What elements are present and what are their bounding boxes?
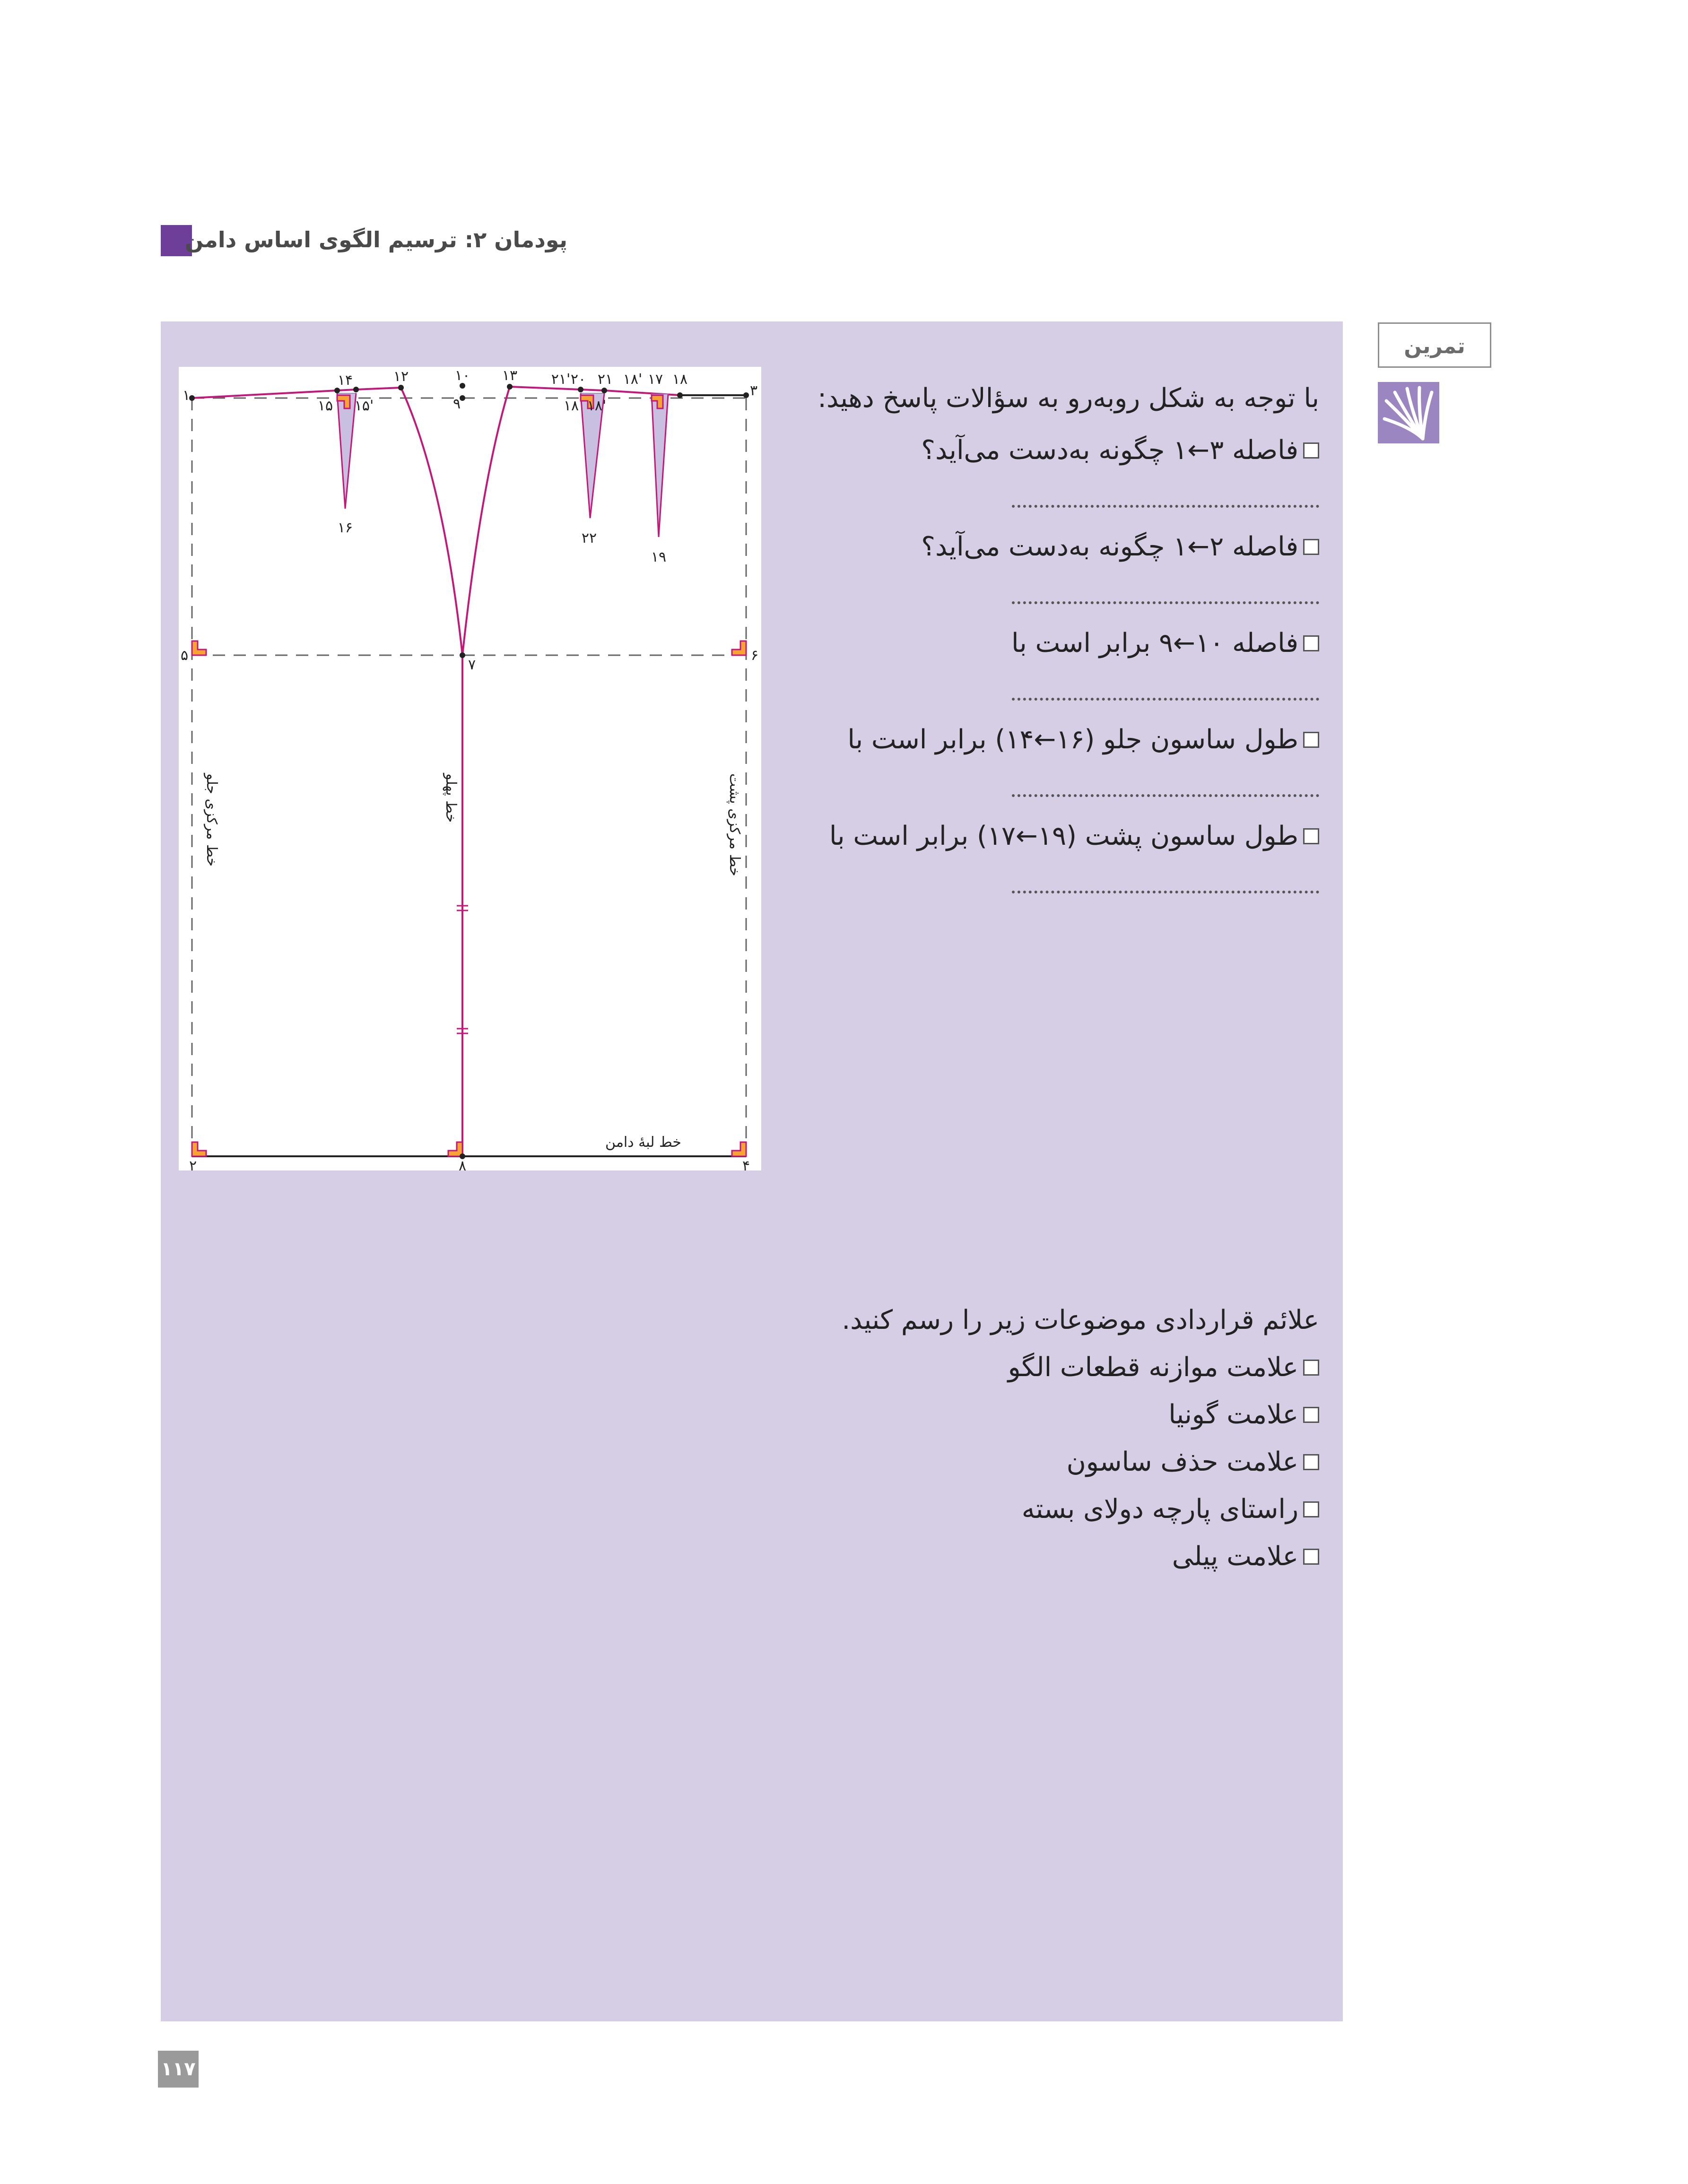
back-hip-curve xyxy=(462,387,510,655)
answer-line[interactable] xyxy=(1012,505,1319,508)
mark-item xyxy=(1168,1399,1319,1430)
front-waist-curve xyxy=(192,388,401,398)
checkbox[interactable] xyxy=(1303,732,1319,748)
skirt-pattern-diagram xyxy=(179,367,761,1170)
answer-line[interactable] xyxy=(1012,891,1319,893)
hem-line-label: خط لبهٔ دامن xyxy=(605,1134,681,1151)
point-label-21: ۲۱ xyxy=(597,371,613,388)
checkbox[interactable] xyxy=(1303,1360,1319,1376)
checkbox[interactable] xyxy=(1303,635,1319,651)
question-item xyxy=(1011,628,1319,659)
point-label-4: ۴ xyxy=(742,1158,750,1170)
point-label-15: ۱۵ xyxy=(317,398,333,414)
point-label-15b: ۱۵' xyxy=(354,398,374,414)
point-label-7: ۷ xyxy=(468,657,476,673)
square-mark-2 xyxy=(192,1142,206,1156)
mark-item xyxy=(1172,1541,1319,1572)
point-label-3: ۳ xyxy=(749,382,758,399)
mark-text: راستای پارچه دولای بسته xyxy=(1021,1494,1298,1525)
question-item xyxy=(847,724,1319,755)
page-title: پودمان ۲: ترسیم الگوی اساس دامن xyxy=(184,227,567,252)
mark-item xyxy=(1008,1352,1319,1383)
question-text: فاصله ۳←۱ چگونه به‌دست می‌آید؟ xyxy=(921,435,1298,466)
questions-title: با توجه به شکل روبه‌رو به سؤالات پاسخ دهید: xyxy=(818,383,1319,414)
question-text: فاصله ۱۰←۹ برابر است با xyxy=(1011,628,1298,659)
square-mark-4 xyxy=(732,1142,746,1156)
point-label-12: ۱۲ xyxy=(393,368,409,385)
point-label-18: ۱۸ xyxy=(672,371,688,388)
wheat-burst-icon xyxy=(1378,382,1439,443)
point-label-13: ۱۳ xyxy=(502,367,518,384)
point-label-6: ۶ xyxy=(750,647,759,664)
point-label-1: ۱ xyxy=(182,387,191,404)
point-label-21b: ۲۱' xyxy=(551,371,571,388)
square-mark-6 xyxy=(732,641,746,655)
answer-line[interactable] xyxy=(1012,698,1319,701)
question-text: فاصله ۲←۱ چگونه به‌دست می‌آید؟ xyxy=(921,531,1298,562)
exercise-label: تمرین xyxy=(1378,322,1491,368)
question-text: طول ساسون پشت (۱۹←۱۷) برابر است با xyxy=(829,821,1298,851)
question-item xyxy=(921,531,1319,562)
mark-item xyxy=(1067,1447,1319,1477)
point-label-8: ۸ xyxy=(458,1158,467,1170)
point-label-10: ۱۰ xyxy=(454,367,470,384)
question-text: طول ساسون جلو (۱۶←۱۴) برابر است با xyxy=(847,724,1298,755)
point-label-14: ۱۴ xyxy=(337,372,353,389)
front-center-label: خط مرکزی جلو xyxy=(203,773,220,867)
side-line-label: خط پهلو xyxy=(443,773,459,823)
point-label-17: ۱۷ xyxy=(647,371,663,388)
square-mark-5 xyxy=(192,641,206,655)
checkbox[interactable] xyxy=(1303,442,1319,459)
point-label-2: ۲ xyxy=(189,1158,197,1170)
mark-text: علامت حذف ساسون xyxy=(1066,1447,1298,1477)
marks-title: علائم قراردادی موضوعات زیر را رسم کنید. xyxy=(842,1305,1319,1335)
answer-line[interactable] xyxy=(1012,601,1319,604)
point-label-18c: ۱۸ xyxy=(563,398,579,414)
checkbox[interactable] xyxy=(1303,1549,1319,1565)
point-label-5: ۵ xyxy=(180,647,189,664)
point-label-19: ۱۹ xyxy=(651,549,667,565)
page-number: ۱۱۷ xyxy=(158,2051,199,2088)
checkbox[interactable] xyxy=(1303,828,1319,844)
answer-line[interactable] xyxy=(1012,794,1319,797)
point-label-9: ۹ xyxy=(452,396,461,412)
point-label-20: ۲۰ xyxy=(570,371,586,388)
mark-text: علامت پیلی xyxy=(1172,1541,1298,1572)
checkbox[interactable] xyxy=(1303,1501,1319,1517)
checkbox[interactable] xyxy=(1303,1454,1319,1470)
mark-item xyxy=(1022,1494,1319,1525)
point-label-18d: ۱۸' xyxy=(587,398,607,414)
question-item xyxy=(829,821,1319,851)
front-hip-curve xyxy=(401,388,462,655)
point-label-22: ۲۲ xyxy=(581,530,597,546)
back-center-label: خط مرکزی پشت xyxy=(726,773,743,876)
page-header xyxy=(161,222,567,260)
mark-text: علامت موازنه قطعات الگو xyxy=(1008,1352,1298,1383)
point-label-18b: ۱۸' xyxy=(623,371,643,388)
square-mark-8 xyxy=(448,1142,462,1156)
checkbox[interactable] xyxy=(1303,1407,1319,1423)
mark-text: علامت گونیا xyxy=(1168,1399,1298,1430)
point-label-16: ۱۶ xyxy=(337,520,353,536)
question-item xyxy=(921,435,1319,466)
checkbox[interactable] xyxy=(1303,539,1319,555)
